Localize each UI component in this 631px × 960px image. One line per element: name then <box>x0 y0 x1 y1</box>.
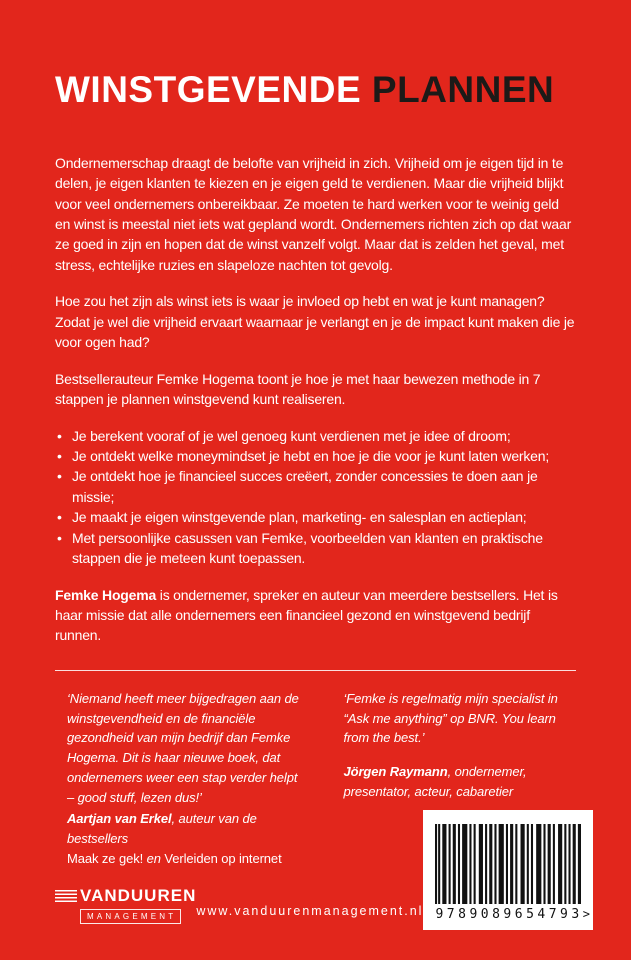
book-title-dark: PLANNEN <box>371 69 555 110</box>
author-bio <box>55 585 576 646</box>
barcode-arrow: > <box>582 907 590 921</box>
testimonial-left-work1: Maak ze gek! <box>67 850 144 866</box>
testimonial-right-attribution <box>344 762 577 802</box>
publisher-logo <box>55 886 196 924</box>
book-title <box>55 70 576 111</box>
testimonial-right-role: , ondernemer, presentator, acteur, cabaretier <box>343 764 527 799</box>
feature-list <box>55 426 576 569</box>
list-item: • Met persoonlijke casussen van Femke, voorbeelden van klanten en praktische stappen die je meteen kunt toepassen. <box>55 528 576 569</box>
cover-content <box>55 0 576 869</box>
divider-line <box>55 670 576 671</box>
barcode-number-row <box>435 907 590 922</box>
testimonial-right-author: Jörgen Raymann <box>343 764 448 780</box>
list-item: • Je berekent vooraf of je wel genoeg kunt verdienen met je idee of droom; <box>55 426 576 446</box>
testimonial-left-connector: en <box>143 850 165 866</box>
list-item: • Je ontdekt welke moneymindset je hebt en hoe je die voor je kunt laten werken; <box>55 446 576 466</box>
publisher-logo-row <box>55 886 196 906</box>
cover-footer <box>55 810 590 930</box>
logo-stripes-icon <box>55 890 77 902</box>
blurb-paragraph-3: Bestsellerauteur Femke Hogema toont je hoe je met haar bewezen methode in 7 stappen je plannen winstgevend kunt realiseren. <box>55 370 541 408</box>
title-space <box>361 69 372 110</box>
list-item: • Je maakt je eigen winstgevende plan, marketing- en salesplan en actieplan; <box>55 507 576 527</box>
publisher-name: VANDUUREN <box>80 886 197 905</box>
list-item: • Je ontdekt hoe je financieel succes creëert, zonder concessies te doen aan je missie; <box>55 466 576 507</box>
testimonial-left-role: , auteur van de bestsellers <box>67 811 257 847</box>
author-name: Femke Hogema <box>55 586 157 603</box>
testimonial-left-author: Aartjan van Erkel <box>67 811 172 827</box>
author-bio-text: is ondernemer, spreker en auteur van meerdere bestsellers. Het is haar missie dat alle ondernemers een financieel gezond en winstgevend bedrijf runnen. <box>55 586 558 644</box>
barcode-number: 9789089654793 <box>435 907 583 922</box>
testimonial-left-work2: Verleiden op internet <box>164 850 282 866</box>
book-title-white: WINSTGEVENDE <box>55 69 362 110</box>
barcode-icon <box>435 824 581 904</box>
testimonial-left-text: ‘Niemand heeft meer bijgedragen aan de winstgevendheid en de financiële gezondheid van mijn bedrijf dan Femke Hogema. Dit is haar nieuwe boek, dat ondernemers weer een stap verder helpt – good stuff, lezen dus!’ <box>67 690 299 805</box>
testimonial-right-text: ‘Femke is regelmatig mijn specialist in “Ask me anything” op BNR. You learn from the best.’ <box>343 690 558 746</box>
publisher-website: www.vanduurenmanagement.nl <box>196 904 424 918</box>
blurb <box>55 153 576 646</box>
blurb-paragraph-2: Hoe zou het zijn als winst iets is waar je invloed op hebt en wat je kunt managen? Zodat je wel die vrijheid ervaart waarnaar je verlangt en je de impact kunt maken die je voor ogen had? <box>55 293 575 351</box>
barcode-panel <box>423 810 593 930</box>
blurb-paragraph-1: Ondernemerschap draagt de belofte van vrijheid in zich. Vrijheid om je eigen tijd in te delen, je eigen klanten te kiezen en je eigen geld te verdienen. Maar die vrijheid blijkt voor veel ondernemers onbereikbaar. Ze moeten te hard werken voor te weinig geld en winst is meestal niet iets wat gepland wordt. Ondernemers richten zich op dat waar ze goed in zijn en hopen dat de winst vanzelf volgt. Maar dat is zelden het geval, met stress, echtelijke ruzies en slapeloze nachten tot gevolg. <box>55 154 572 273</box>
publisher-subtitle: MANAGEMENT <box>80 909 181 924</box>
